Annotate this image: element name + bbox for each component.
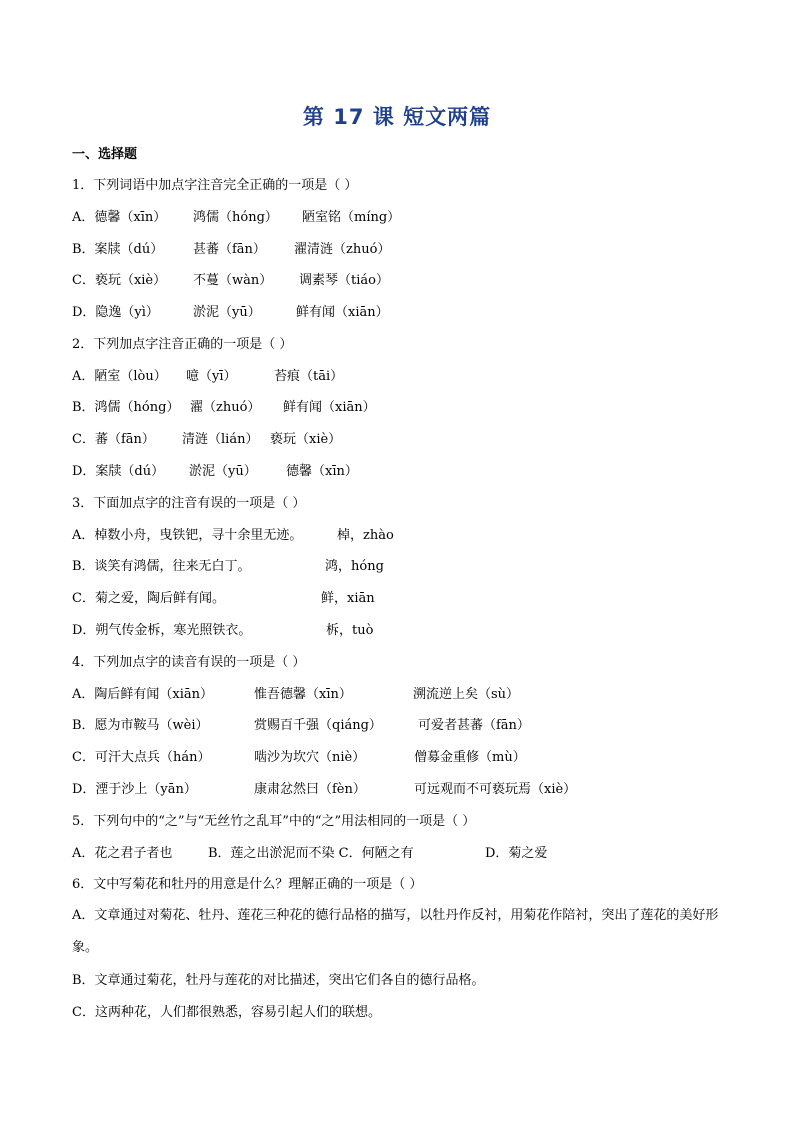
option-text: 鸿，hóng	[325, 559, 384, 574]
page-title: 第 17 课 短文两篇	[302, 105, 492, 129]
option-text: D．隐逸（yì）	[72, 305, 159, 320]
question-6-option-b: B．文章通过菊花，牡丹与莲花的对比描述，突出它们各自的德行品格。	[72, 973, 485, 988]
option-text: B．鸿儒（hóng）	[72, 400, 180, 415]
option-text: 鲜有闻（xiān）	[296, 305, 389, 320]
option-text: 棹，zhào	[337, 528, 394, 543]
question-2-stem: 2．下列加点字注音正确的一项是（ ）	[72, 337, 293, 352]
option-text: 德馨（xīn）	[286, 464, 358, 479]
option-text: 僧募金重修（mù）	[414, 750, 526, 765]
option-text: A．德馨（xīn）	[72, 210, 167, 225]
option-text: 可远观而不可亵玩焉（xiè）	[414, 782, 577, 797]
option-text: 亵玩（xiè）	[270, 432, 342, 447]
question-4-stem: 4．下列加点字的读音有误的一项是（ ）	[72, 655, 306, 670]
option-text: 鸿儒（hóng）	[193, 210, 278, 225]
option-text: 淤泥（yū）	[193, 305, 261, 320]
option-text: 甚蕃（fān）	[193, 242, 266, 257]
option-text: 濯清涟（zhuó）	[294, 242, 391, 257]
option-text: 淤泥（yū）	[189, 464, 257, 479]
option-text: 啮沙为坎穴（niè）	[254, 750, 366, 765]
option-text: 陋室铭（míng）	[302, 210, 401, 225]
option-text: B．愿为市鞍马（wèi）	[72, 718, 209, 733]
option-text: C．可汗大点兵（hán）	[72, 750, 211, 765]
option-text: D．案牍（dú）	[72, 464, 165, 479]
option-text: D．菊之爱	[485, 846, 548, 861]
option-text: B．案牍（dú）	[72, 242, 164, 257]
option-text: B．谈笑有鸿儒，往来无白丁。	[72, 559, 251, 574]
section-heading: 一、选择题	[72, 147, 138, 162]
option-text: 鲜有闻（xiān）	[283, 400, 376, 415]
option-text: C．菊之爱，陶后鲜有闻。	[72, 591, 225, 606]
option-text: 溯流逆上矣（sù）	[413, 687, 520, 702]
question-6-option-c: C．这两种花，人们都很熟悉，容易引起人们的联想。	[72, 1005, 381, 1020]
question-3-stem: 3．下面加点字的注音有误的一项是（ ）	[72, 496, 306, 511]
option-text: A．花之君子者也	[72, 846, 173, 861]
option-text: 调素琴（tiáo）	[299, 273, 389, 288]
option-text: 赏赐百千强（qiáng）	[254, 718, 382, 733]
option-text: 不蔓（wàn）	[193, 273, 273, 288]
option-text: A．陋室（lòu）	[72, 369, 167, 384]
option-text: A．棹数小舟，曳铁钯，寻十余里无迹。	[72, 528, 303, 543]
option-text: 惟吾德馨（xīn）	[254, 687, 352, 702]
option-text: A．陶后鲜有闻（xiān）	[72, 687, 214, 702]
option-text: 清涟（lián）	[182, 432, 259, 447]
option-text: 柝，tuò	[326, 623, 374, 638]
option-text: 噫（yī）	[186, 369, 237, 384]
question-6-option-a: A．文章通过对菊花、牡丹、莲花三种花的德行品格的描写，以牡丹作反衬，用菊花作陪衬，突出了莲花的美好形象。	[72, 908, 719, 955]
question-1-stem: 1．下列词语中加点字注音完全正确的一项是（ ）	[72, 178, 358, 193]
question-6-stem: 6．文中写菊花和牡丹的用意是什么？理解正确的一项是（ ）	[72, 877, 423, 892]
option-text: 濯（zhuó）	[190, 400, 261, 415]
option-text: B．莲之出淤泥而不染 C．何陋之有	[208, 846, 414, 861]
option-text: C．亵玩（xiè）	[72, 273, 167, 288]
option-text: 鲜，xiān	[321, 591, 375, 606]
option-text: D．朔气传金柝，寒光照铁衣。	[72, 623, 252, 638]
option-text: C．蕃（fān）	[72, 432, 155, 447]
option-text: 可爱者甚蕃（fān）	[418, 718, 530, 733]
option-text: D．湮于沙上（yān）	[72, 782, 197, 797]
question-5-stem: 5．下列句中的“之”与“无丝竹之乱耳”中的“之”用法相同的一项是（ ）	[72, 814, 476, 829]
option-text: 康肃忿然曰（fèn）	[254, 782, 366, 797]
option-text: 苔痕（tāi）	[274, 369, 344, 384]
